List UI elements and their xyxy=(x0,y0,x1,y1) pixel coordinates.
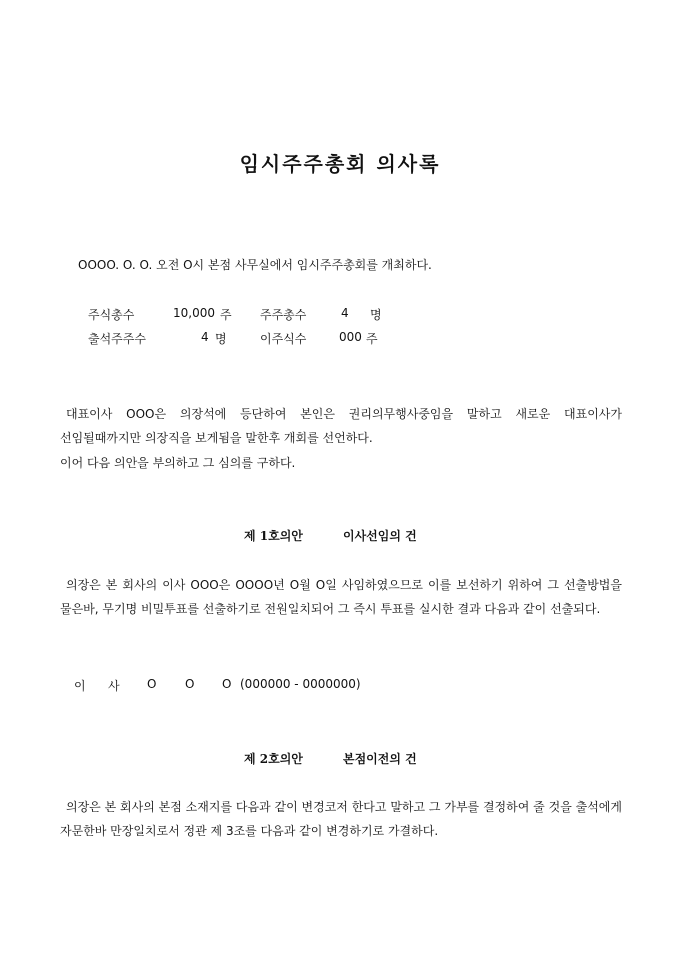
total-shareholders-unit: 명 xyxy=(370,308,382,322)
total-shares-label: 주식총수 xyxy=(88,308,135,322)
intro-paragraph: 대표이사 OOO은 의장석에 등단하여 본인은 권리의무행사중임을 말하고 새로운 대표이사가 선임될때까지만 의장직을 보게됨을 말한후 개회를 선언하다. xyxy=(60,407,622,445)
agenda-1-number: 제 1호의안 xyxy=(244,529,303,543)
total-shareholders-value: 4 xyxy=(341,306,349,320)
attending-shares-value: 000 xyxy=(339,330,362,344)
appointee-name-char-1: O xyxy=(147,677,157,691)
attending-shares-unit: 주 xyxy=(366,332,378,346)
intro-line-2: 이어 다음 의안을 부의하고 그 심의를 구하다. xyxy=(60,456,296,470)
attending-shareholders-value: 4 xyxy=(201,330,209,344)
attending-shareholders-label: 출석주주수 xyxy=(88,332,146,346)
attending-shares-label: 이주식수 xyxy=(260,332,307,346)
total-shares-value: 10,000 xyxy=(173,306,215,320)
appointee-role-char-2: 사 xyxy=(108,679,120,693)
appointee-id-number: (000000 - 0000000) xyxy=(240,677,361,691)
appointee-name-char-2: O xyxy=(185,677,195,691)
appointee-role-char-1: 이 xyxy=(74,679,86,693)
document-title: 임시주주총회 의사록 xyxy=(239,152,441,176)
appointee-name-char-3: O xyxy=(222,677,232,691)
agenda-2-subject: 본점이전의 건 xyxy=(343,752,417,766)
agenda-1-subject: 이사선임의 건 xyxy=(343,529,417,543)
opening-statement: OOOO. O. O. 오전 O시 본점 사무실에서 임시주주총회를 개최하다. xyxy=(78,258,432,272)
agenda-1-body: 의장은 본 회사의 이사 OOO은 OOOO년 O월 O일 사임하였으므로 이를 보선하기 위하여 그 선출방법을 물은바, 무기명 비밀투표를 선출하기로 전원일치되어 그 즉시 투표를 실시한 결과 다음과 같이 선출되다. xyxy=(60,578,622,616)
total-shareholders-label: 주주총수 xyxy=(260,308,307,322)
agenda-2-body: 의장은 본 회사의 본점 소재지를 다음과 같이 변경코저 한다고 말하고 그 가부를 결정하여 줄 것을 출석에게 자문한바 만장일치로서 정관 제 3조를 다음과 같이 변경하기로 가결하다. xyxy=(60,800,622,838)
agenda-2-number: 제 2호의안 xyxy=(244,752,303,766)
total-shares-unit: 주 xyxy=(220,308,232,322)
attending-shareholders-unit: 명 xyxy=(215,332,227,346)
